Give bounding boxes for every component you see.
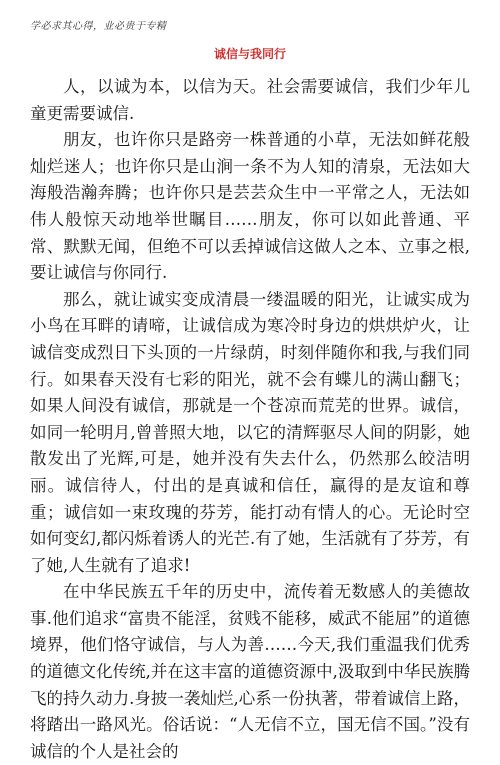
paragraph-4: 在中华民族五千年的历史中，流传着无数感人的美德故事.他们追求“富贵不能淫，贫贱不能移，威武不能屈”的道德境界，他们恪守诚信，与人为善……今天,我们重温我们优秀的道德文化传统,并在这丰富的道德资源中,汲取到中华民族腾飞的持久动力.身披一袭灿烂,心系一份执著，带着诚信上路，将踏出一路风光。俗话说：“人无信不立，国无信不国。”没有诚信的个人是社会的 — [30, 582, 470, 761]
page-title: 诚信与我同行 — [213, 47, 286, 61]
body-text — [30, 74, 470, 765]
paragraph-2: 朋友，也许你只是路旁一株普通的小草，无法如鲜花般灿烂迷人；也许你只是山涧一条不为人知的清泉，无法如大海般浩瀚奔腾；也许你只是芸芸众生中一平常之人，无法如伟人般惊天动地举世瞩目……朋友，你可以如此普通、平常、默默无闻，但绝不可以丢掉诚信这做人之本、立事之根,要让诚信与你同行. — [30, 130, 470, 283]
header-note: 学必求其心得，业必贵于专精 — [30, 21, 167, 32]
paragraph-3: 那么，就让诚实变成清晨一缕温暖的阳光，让诚实成为小鸟在耳畔的请啼，让诚信成为寒冷时身边的烘烘炉火，让诚信变成烈日下头顶的一片绿荫，时刻伴随你和我,与我们同行。如果春天没有七彩的阳光，就不会有蝶儿的满山翻飞；如果人间没有诚信，那就是一个苍凉而荒芜的世界。诚信，如同一轮明月,曾普照大地，以它的清辉驱尽人间的阴影，她散发出了光辉,可是，她并没有失去什么，仍然那么皎洁明丽。诚信待人，付出的是真诚和信任，赢得的是友谊和尊重；诚信如一束玫瑰的芬芳，能打动有情人的心。无论时空如何变幻,都闪烁着诱人的光芒.有了她，生活就有了芬芳，有了她,人生就有了追求! — [30, 289, 470, 575]
paragraph-1: 人，以诚为本，以信为天。社会需要诚信，我们少年儿童更需要诚信. — [30, 77, 470, 123]
